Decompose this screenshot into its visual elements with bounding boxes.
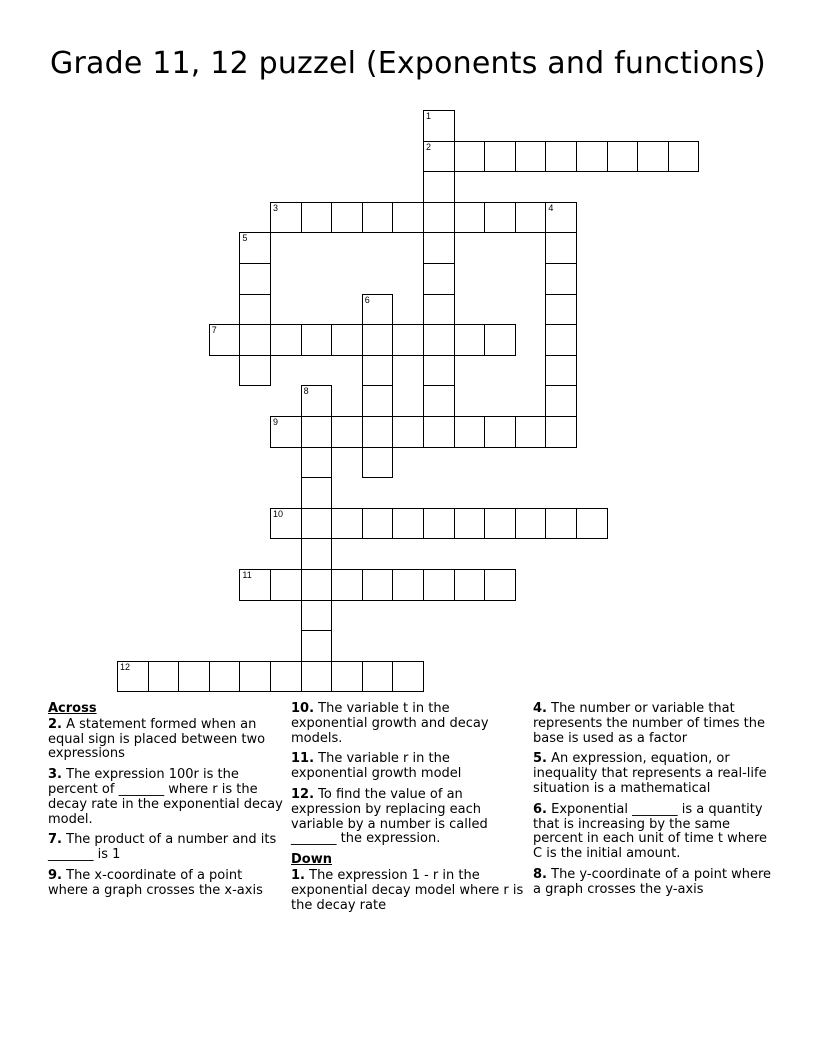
cell-number: 4	[548, 202, 554, 213]
grid-cell[interactable]	[392, 324, 424, 356]
grid-cell[interactable]	[392, 416, 424, 448]
grid-cell[interactable]	[148, 661, 180, 693]
grid-cell[interactable]	[545, 263, 577, 295]
cell-number: 11	[242, 570, 252, 580]
grid-cell[interactable]	[545, 355, 577, 387]
grid-cell[interactable]	[362, 385, 394, 417]
grid-cell[interactable]	[423, 324, 455, 356]
grid-cell[interactable]	[392, 202, 424, 234]
grid-cell[interactable]	[607, 141, 639, 173]
grid-cell[interactable]	[392, 569, 424, 601]
grid-cell[interactable]	[545, 324, 577, 356]
grid-cell[interactable]	[331, 416, 363, 448]
grid-cell[interactable]	[270, 661, 302, 693]
clue-across-7: 7. The product of a number and its _______ is 1	[48, 832, 277, 863]
clues-column-2	[291, 702, 527, 919]
grid-cell[interactable]	[331, 324, 363, 356]
clue-down-1: 1. The expression 1 - r in the exponential decay model where r is the decay rate	[291, 867, 524, 913]
grid-cell[interactable]	[515, 202, 547, 234]
grid-cell[interactable]	[484, 324, 516, 356]
grid-cell[interactable]	[178, 661, 210, 693]
grid-cell[interactable]	[515, 416, 547, 448]
cell-number: 6	[364, 294, 370, 305]
grid-cell[interactable]	[545, 385, 577, 417]
grid-cell[interactable]	[301, 508, 333, 540]
grid-cell[interactable]	[331, 202, 363, 234]
grid-cell[interactable]	[301, 538, 333, 570]
grid-cell[interactable]	[362, 355, 394, 387]
grid-cell[interactable]	[301, 477, 333, 509]
grid-cell[interactable]	[117, 661, 149, 693]
grid-cell[interactable]	[423, 141, 455, 173]
cell-number: 10	[273, 508, 284, 519]
grid-cell[interactable]	[239, 355, 271, 387]
grid-cell[interactable]	[209, 661, 241, 693]
grid-cell[interactable]	[423, 385, 455, 417]
grid-cell[interactable]	[301, 324, 333, 356]
grid-cell[interactable]	[331, 661, 363, 693]
grid-cell[interactable]	[576, 508, 608, 540]
grid-cell[interactable]	[454, 569, 486, 601]
clue-down-6: 6. Exponential _______ is a quantity that is increasing by the same percent in each unit of time t where C is the initial amount.	[533, 801, 768, 862]
grid-cell[interactable]	[362, 508, 394, 540]
grid-cell[interactable]	[576, 141, 608, 173]
grid-cell[interactable]	[423, 355, 455, 387]
grid-cell[interactable]	[545, 202, 577, 234]
grid-cell[interactable]	[668, 141, 700, 173]
grid-cell[interactable]	[301, 416, 333, 448]
clue-across-3: 3. The expression 100r is the percent of _______ where r is the decay rate in the exponential decay model.	[48, 767, 283, 827]
grid-cell[interactable]	[270, 202, 302, 234]
grid-cell[interactable]	[454, 324, 486, 356]
clues-column-3	[533, 702, 773, 904]
grid-cell[interactable]	[392, 508, 424, 540]
clue-down-5: 5. An expression, equation, or inequality that represents a real-life situation is a mathematical	[533, 751, 767, 796]
grid-cell[interactable]	[270, 508, 302, 540]
grid-cell[interactable]	[423, 263, 455, 295]
grid-cell[interactable]	[239, 661, 271, 693]
across-header: Across	[48, 701, 97, 716]
grid-cell[interactable]	[484, 141, 516, 173]
puzzle-title: Grade 11, 12 puzzel (Exponents and functions)	[50, 46, 766, 81]
grid-cell[interactable]	[423, 294, 455, 326]
grid-cell[interactable]	[545, 508, 577, 540]
grid-cell[interactable]	[331, 569, 363, 601]
grid-cell[interactable]	[423, 110, 455, 142]
clue-across-11: 11. The variable r in the exponential growth model	[291, 751, 462, 782]
grid-cell[interactable]	[362, 202, 394, 234]
cell-number: 1	[426, 111, 432, 121]
grid-cell[interactable]	[362, 416, 394, 448]
grid-cell[interactable]	[515, 508, 547, 540]
grid-cell[interactable]	[301, 661, 333, 693]
grid-cell[interactable]	[545, 141, 577, 173]
grid-cell[interactable]	[423, 232, 455, 264]
grid-cell[interactable]	[423, 508, 455, 540]
grid-cell[interactable]	[454, 202, 486, 234]
grid-cell[interactable]	[301, 385, 333, 417]
grid-cell[interactable]	[270, 324, 302, 356]
cell-number: 2	[426, 141, 432, 152]
clue-down-4: 4. The number or variable that represents the number of times the base is used as a factor	[533, 701, 765, 746]
grid-cell[interactable]	[423, 569, 455, 601]
cell-number: 12	[120, 661, 131, 672]
grid-cell[interactable]	[301, 447, 333, 479]
grid-cell[interactable]	[239, 294, 271, 326]
grid-cell[interactable]	[301, 569, 333, 601]
grid-cell[interactable]	[515, 141, 547, 173]
grid-cell[interactable]	[270, 569, 302, 601]
grid-cell[interactable]	[545, 232, 577, 264]
grid-cell[interactable]	[545, 294, 577, 326]
grid-cell[interactable]	[239, 324, 271, 356]
grid-cell[interactable]	[239, 263, 271, 295]
grid-cell[interactable]	[331, 508, 363, 540]
clue-across-10: 10. The variable t in the exponential growth and decay models.	[291, 701, 489, 746]
clue-down-8: 8. The y-coordinate of a point where a graph crosses the y-axis	[533, 866, 772, 897]
grid-cell[interactable]	[637, 141, 669, 173]
cell-number: 5	[242, 233, 248, 244]
grid-cell[interactable]	[423, 202, 455, 234]
grid-cell[interactable]	[239, 232, 271, 264]
clue-across-9: 9. The x-coordinate of a point where a graph crosses the x-axis	[48, 867, 263, 898]
cell-number: 8	[303, 386, 309, 397]
grid-cell[interactable]	[423, 416, 455, 448]
grid-cell[interactable]	[392, 661, 424, 693]
grid-cell[interactable]	[484, 508, 516, 540]
grid-cell[interactable]	[239, 569, 271, 601]
grid-cell[interactable]	[301, 202, 333, 234]
grid-cell[interactable]	[362, 661, 394, 693]
grid-cell[interactable]	[209, 324, 241, 356]
grid-cell[interactable]	[454, 416, 486, 448]
cell-number: 9	[273, 417, 279, 427]
grid-cell[interactable]	[362, 447, 394, 479]
cell-number: 3	[273, 202, 279, 213]
grid-cell[interactable]	[484, 569, 516, 601]
grid-cell[interactable]	[362, 324, 394, 356]
clues-column-1	[48, 702, 286, 905]
grid-cell[interactable]	[484, 202, 516, 234]
grid-cell[interactable]	[484, 416, 516, 448]
grid-cell[interactable]	[454, 508, 486, 540]
cell-number: 7	[211, 325, 217, 336]
clue-across-2: 2. A statement formed when an equal sign is placed between two expressions	[48, 716, 266, 762]
grid-cell[interactable]	[454, 141, 486, 173]
grid-cell[interactable]	[362, 569, 394, 601]
grid-cell[interactable]	[301, 600, 333, 632]
down-header: Down	[291, 852, 332, 868]
grid-cell[interactable]	[362, 294, 394, 326]
clue-across-12: 12. To find the value of an expression by replacing each variable by a number is called _______ the expression.	[291, 786, 488, 847]
grid-cell[interactable]	[423, 171, 455, 203]
grid-cell[interactable]	[545, 416, 577, 448]
grid-cell[interactable]	[301, 630, 333, 662]
grid-cell[interactable]	[270, 416, 302, 448]
